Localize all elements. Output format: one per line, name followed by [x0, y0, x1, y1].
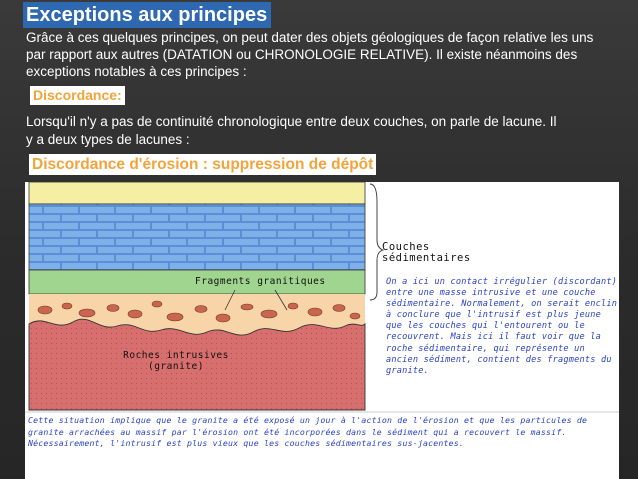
fragments-label: Fragments granitiques	[195, 276, 326, 287]
roches-label-line-1: Roches intrusives	[123, 350, 229, 361]
lacune-line-1: Lorsqu'il n'y a pas de continuité chronologique entre deux couches, on parle de lacune. Il	[26, 114, 557, 129]
discordance-heading: Discordance:	[30, 86, 125, 105]
figure-explanation: On a ici un contact irrégulier (discordant) entre une masse intrusive et une couche sédimentaire. Normalement, on serait enclin à conclure que l'intrusif est plus jeune que les couches qui l'entourent ou le recouvrent. Mais ici il faut voir que la roche sédimentaire, qui représente un ancien sédiment, contient des fragments du granite.	[386, 277, 618, 376]
yellow-layer	[29, 182, 365, 204]
limestone-layer	[29, 204, 365, 270]
intro-paragraph: Grâce à ces quelques principes, on peut dater des objets géologiques de façon relative les uns par rapport aux autres (DATATION ou CHRONOLOGIE RELATIVE). Il existe néanmoins des exceptions notables à ces principes :	[26, 30, 594, 79]
couches-label	[382, 242, 482, 264]
slide-title: Exceptions aux principes	[23, 2, 271, 28]
figure-conclusion: Cette situation implique que le granite a été exposé un jour à l'action de l'érosion et que les particules de granite arrachées au massif par l'érosion ont été incorporées dans le sédiment qui a recouvert le massif. Nécessairement, l'intrusif est plus vieux que les couches sédimentaires sus-jacentes.	[28, 415, 588, 449]
erosion-discordance-heading: Discordance d'érosion : suppression de dépôt	[29, 154, 376, 175]
roches-label	[121, 350, 231, 372]
roches-label-line-2: (granite)	[148, 361, 204, 372]
lacune-line-2: y a deux types de lacunes :	[26, 132, 190, 147]
couches-label-line-1: Couches	[382, 241, 430, 253]
lacune-paragraph	[26, 113, 638, 149]
couches-label-line-2: sédimentaires	[382, 252, 471, 264]
geology-figure	[25, 182, 619, 479]
